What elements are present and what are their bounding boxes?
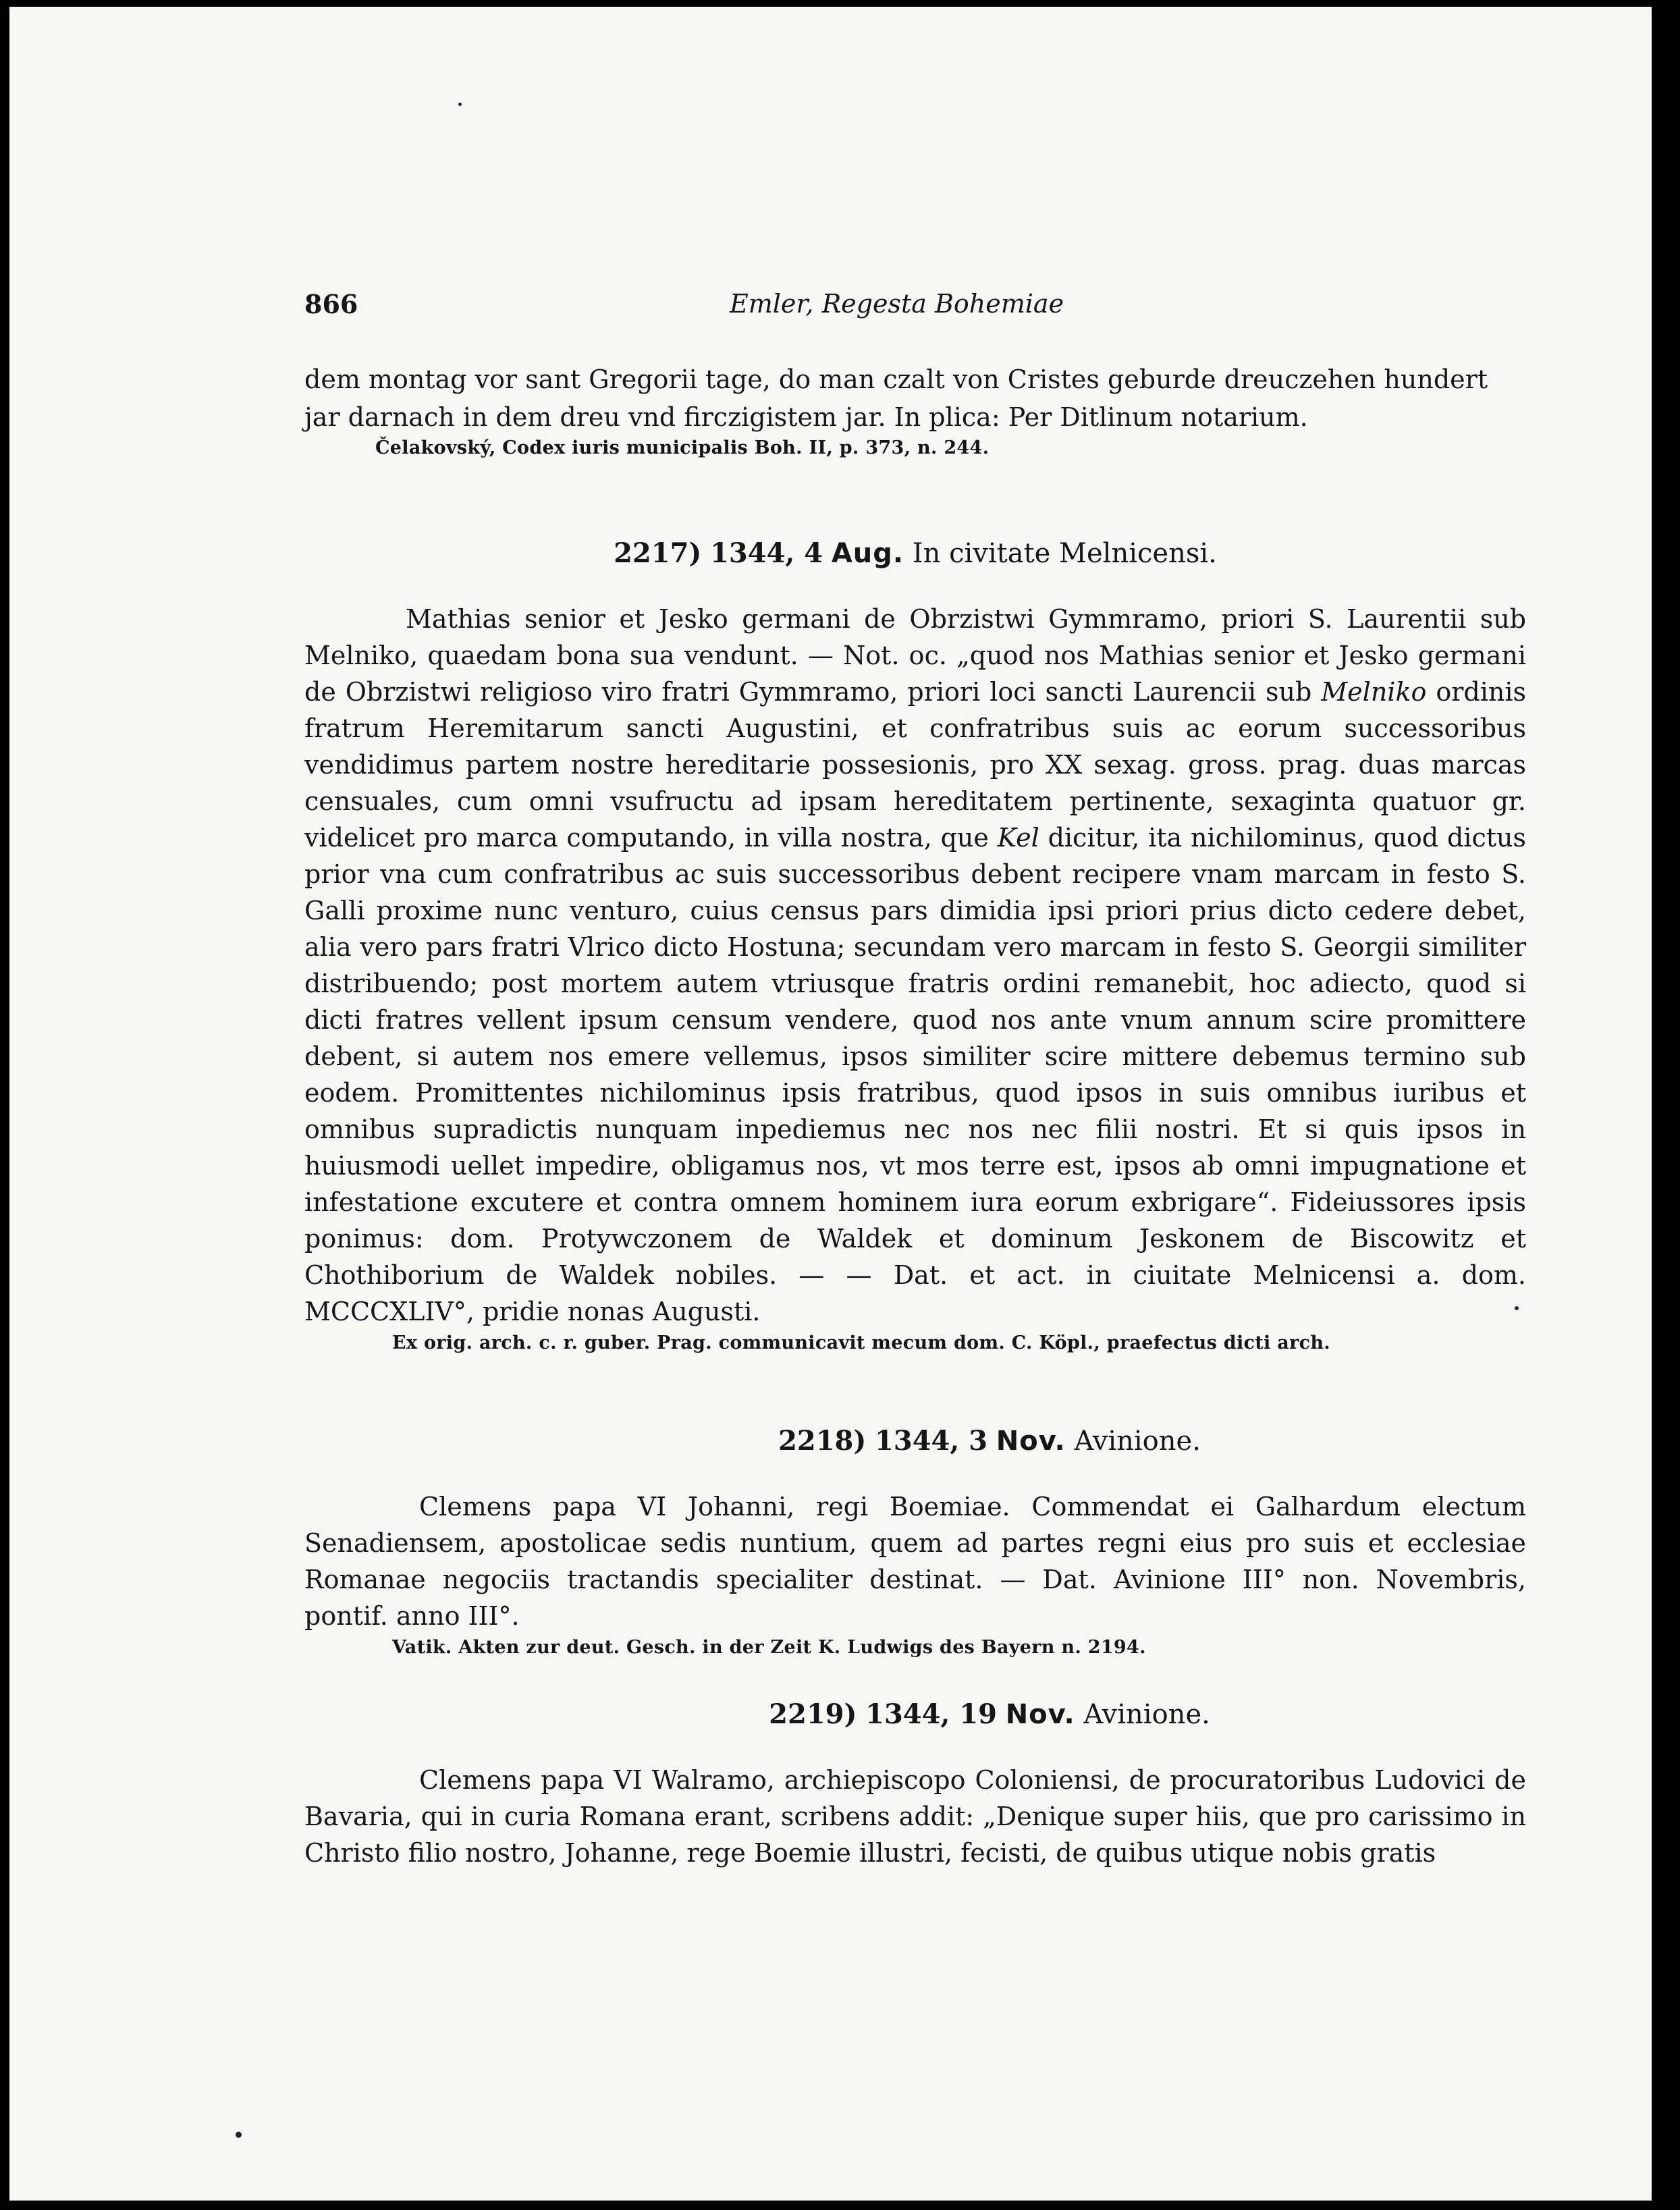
entry-number: 2218) bbox=[778, 1425, 867, 1457]
source-note: Vatik. Akten zur deut. Gesch. in der Zeit K. Ludwigs des Bayern n. 2194. bbox=[392, 1637, 1146, 1658]
scanned-page bbox=[9, 7, 1652, 2201]
running-head bbox=[304, 289, 1236, 329]
source-note: Ex orig. arch. c. r. guber. Prag. communicavit mecum dom. C. Köpl., praefectus dicti arch. bbox=[392, 1332, 1330, 1353]
entry-month: Aug. bbox=[831, 538, 904, 569]
entry-text bbox=[304, 601, 1526, 1330]
continuation-line-2: jar darnach in dem dreu vnd firczigistem jar. In plica: Per Ditlinum notarium. bbox=[304, 402, 1308, 432]
entry-italic-place: Melniko bbox=[1321, 677, 1427, 707]
entry-heading bbox=[304, 1694, 1526, 1735]
source-note: Čelakovský, Codex iuris municipalis Boh. II, p. 373, n. 244. bbox=[375, 437, 990, 458]
continuation-block bbox=[304, 360, 1526, 462]
entry-heading bbox=[304, 533, 1526, 574]
page-number: 866 bbox=[304, 289, 358, 319]
entry-month: Nov. bbox=[996, 1426, 1066, 1457]
scan-speck bbox=[458, 103, 462, 106]
entry-month: Nov. bbox=[1005, 1699, 1075, 1730]
entry-text: Clemens papa VI Johanni, regi Boemiae. Commendat ei Galhardum electum Senadiensem, apostolicae sedis nuntium, quem ad partes regni eius pro suis et ecclesiae Romanae negociis tractandis specialiter destinat. — Dat. Avinione III° non. Novembris, pontif. anno III°. bbox=[304, 1492, 1526, 1631]
entry-2218 bbox=[304, 1421, 1526, 1661]
entry-place: Avinione. bbox=[1083, 1699, 1210, 1730]
entry-2219 bbox=[304, 1694, 1526, 1871]
continuation-line-1: dem montag vor sant Gregorii tage, do man czalt von Cristes geburde dreuczehen hundert bbox=[304, 365, 1488, 394]
scan-speck bbox=[1515, 1306, 1519, 1310]
journal-title: Emler, Regesta Bohemiae bbox=[730, 289, 1064, 319]
entry-place: Avinione. bbox=[1074, 1426, 1201, 1457]
entry-text-part-c: dicitur, ita nichilominus, quod dictus prior vna cum confratribus ac suis successoribus debent recipere vnam marcam in festo S. Galli proxime nunc venturo, cuius census pars dimidia ipsi priori prius dicto cedere debet, alia vero pars fratri Vlrico dicto Hostuna; secundam vero marcam in festo S. Georgii similiter distribuendo; post mortem autem vtriusque fratris ordini remanebit, hoc adiecto, quod si dicti fratres vellent ipsum censum vendere, quod nos ante vnum annum scire promittere debent, si autem nos emere vellemus, ipsos similiter scire mittere debemus termino sub eodem. Promittentes nichilominus ipsis fratribus, quod ipsos in suis omnibus iuribus et omnibus supradictis nunquam inpediemus nec nos nec filii nostri. Et si quis ipsos in huiusmodi uellet impedire, obligamus nos, vt mos terre est, ipsos ab omni impugnatione et infestatione excutere et contra omnem hominem iura eorum exbrigare“. Fideiussores ipsis ponimus: dom. Protywczonem de Waldek et dominum Jeskonem de Biscowitz et Chothiborium de Waldek nobiles. — — Dat. et act. in ciuitate Melnicensi a. dom. MCCCXLIV°, pridie nonas Augusti. bbox=[304, 823, 1526, 1326]
entry-number: 2217) bbox=[614, 537, 702, 569]
scan-border bbox=[1652, 0, 1680, 2210]
entry-2217 bbox=[304, 533, 1526, 1357]
entry-text-part-a: Mathias senior et Jesko germani de Obrzistwi Gymmramo, priori S. Laurentii sub Melniko, quaedam bona sua vendunt. — Not. oc. „quod nos Mathias senior et Jesko germani de Obrzistwi religioso viro fratri Gymmramo, priori loci sancti Laurencii sub bbox=[304, 604, 1526, 707]
entry-date: 1344, 19 bbox=[865, 1698, 997, 1730]
entry-text-part-b: ordinis fratrum Heremitarum sancti Augustini, et confratribus suis ac eorum successoribus vendidimus partem nostre hereditarie possesionis, pro XX sexag. gross. prag. duas marcas censuales, cum omni vsufructu ad ipsam hereditatem pertinente, sexaginta quatuor gr. videlicet pro marca computando, in villa nostra, que bbox=[304, 677, 1526, 853]
entry-heading bbox=[304, 1421, 1526, 1461]
entry-text: Clemens papa VI Walramo, archiepiscopo Coloniensi, de procuratoribus Ludovici de Bavaria, qui in curia Romana erant, scribens addit: „Denique super hiis, que pro carissimo in Christo filio nostro, Johanne, rege Boemie illustri, fecisti, de quibus utique nobis gratis bbox=[304, 1765, 1526, 1868]
entry-date: 1344, 4 bbox=[710, 537, 823, 569]
scan-speck bbox=[236, 2132, 242, 2138]
entry-place: In civitate Melnicensi. bbox=[912, 538, 1217, 569]
entry-date: 1344, 3 bbox=[875, 1425, 988, 1457]
entry-italic-village: Kel bbox=[997, 823, 1039, 853]
entry-number: 2219) bbox=[769, 1698, 857, 1730]
